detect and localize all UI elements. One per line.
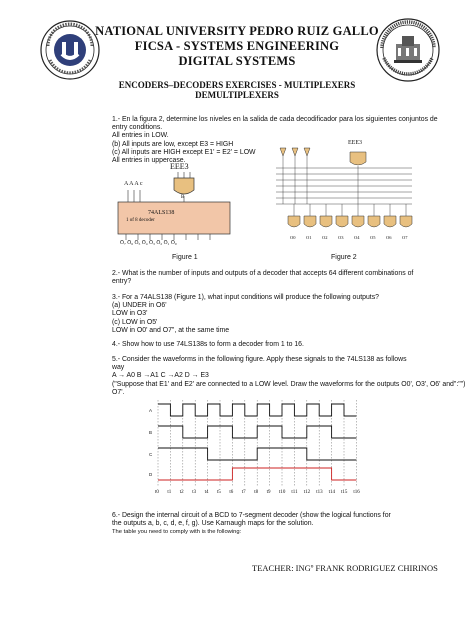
fig1-chip-sublabel: 1 of 8 decoder	[126, 218, 155, 223]
fig2-out-0: O0	[290, 235, 296, 240]
teacher-credit: TEACHER: INGº FRANK RODRIGUEZ CHIRINOS	[252, 563, 438, 573]
fig2-out-6: O6	[386, 235, 392, 240]
time-label: t8	[254, 490, 259, 495]
waveform-diagram	[146, 400, 372, 506]
figure-2-caption: Figure 2	[331, 254, 357, 261]
time-label: t12	[303, 490, 311, 495]
fig2-out-4: O4	[354, 235, 360, 240]
fig2-enable-label: EEE3	[348, 140, 362, 146]
waveform-b	[158, 426, 356, 438]
university-name: NATIONAL UNIVERSITY PEDRO RUIZ GALLO	[95, 24, 379, 38]
time-label: t14	[328, 490, 335, 495]
waveform-a	[158, 404, 356, 416]
time-label: t6	[229, 490, 234, 495]
figure-1	[114, 162, 242, 252]
figure-1-caption: Figure 1	[172, 254, 198, 261]
signal-label-b: B	[149, 430, 153, 435]
school-name: FICSA - SYSTEMS ENGINEERING	[134, 39, 340, 53]
page-title: ENCODERS–DECODERS EXERCISES - MULTIPLEXERS	[118, 80, 356, 90]
fig1-address-label: A A A c	[124, 181, 143, 187]
time-label: t4	[204, 490, 209, 495]
fig1-chip-label: 74ALS138	[148, 210, 175, 216]
signal-label-c: C	[149, 452, 153, 457]
time-label: t13	[316, 490, 323, 495]
question-2: 2.- What is the number of inputs and outputs of a decoder that accepts 64 different combinations of entry?	[112, 270, 414, 286]
fig2-out-1: O1	[306, 235, 312, 240]
fig2-out-7: O7	[402, 235, 408, 240]
course-name: DIGITAL SYSTEMS	[178, 54, 296, 68]
question-6: 6.- Design the internal circuit of a BCD to 7-segment decoder (show the logical functions for the outputs a, b, c, d, e, f, g). Use Karnaugh maps for the solution. The table you need to comply with is the following:	[112, 512, 391, 536]
time-label: t2	[179, 490, 184, 495]
fig1-output-labels: O̅₇ O̅₆ O̅₅ O̅₄ O̅₃ O̅₂ O̅₁ O̅₀	[120, 240, 177, 246]
question-1: 1.- En la figura 2, determine los niveles en la salida de cada decodificador para los siguientes conjuntos de entry conditions. All entries in LOW. (b) All inputs are low, except E3 = HIGH (c) All inputs are HIGH except E1' = E2' = LOW All entries in uppercase.	[112, 116, 438, 165]
time-label: t15	[341, 490, 348, 495]
signal-label-d: D	[149, 472, 153, 477]
fig1-b-label: B	[181, 195, 185, 200]
time-label: t11	[291, 490, 298, 495]
time-label: t5	[217, 490, 221, 495]
time-label: t7	[241, 490, 246, 495]
question-3: 3.- For a 74ALS138 (Figure 1), what input conditions will produce the following outputs? (a) UNDER in O6' LOW in O3' (c) LOW in O5' LOW in O0' and O7", at the same time	[112, 294, 379, 334]
time-label: t9	[266, 490, 271, 495]
fig2-out-5: O5	[370, 235, 376, 240]
time-label: t0	[155, 490, 159, 495]
question-5: 5.- Consider the waveforms in the following figure. Apply these signals to the 74LS138 as follows way A → A0 B →A1 C →A2 D → E3 ("Suppose that E1' and E2' are connected to a LOW level. Draw the waveforms for the outputs O0', O3', O6' and":"") O7'.	[112, 356, 466, 396]
question-4: 4.- Show how to use 74LS138s to form a decoder from 1 to 16.	[112, 341, 304, 348]
waveform-c	[158, 448, 356, 460]
fig2-out-3: O3	[338, 235, 344, 240]
figure-2	[270, 134, 418, 246]
time-label: t10	[279, 490, 286, 495]
fig1-enable-label: EEE3	[170, 162, 189, 171]
time-label: t3	[192, 490, 197, 495]
time-label: t16	[353, 490, 360, 495]
time-label: t1	[167, 490, 172, 495]
fig2-out-2: O2	[322, 235, 328, 240]
signal-label-a: A	[149, 408, 153, 413]
page-subtitle: DEMULTIPLEXERS	[195, 90, 279, 100]
